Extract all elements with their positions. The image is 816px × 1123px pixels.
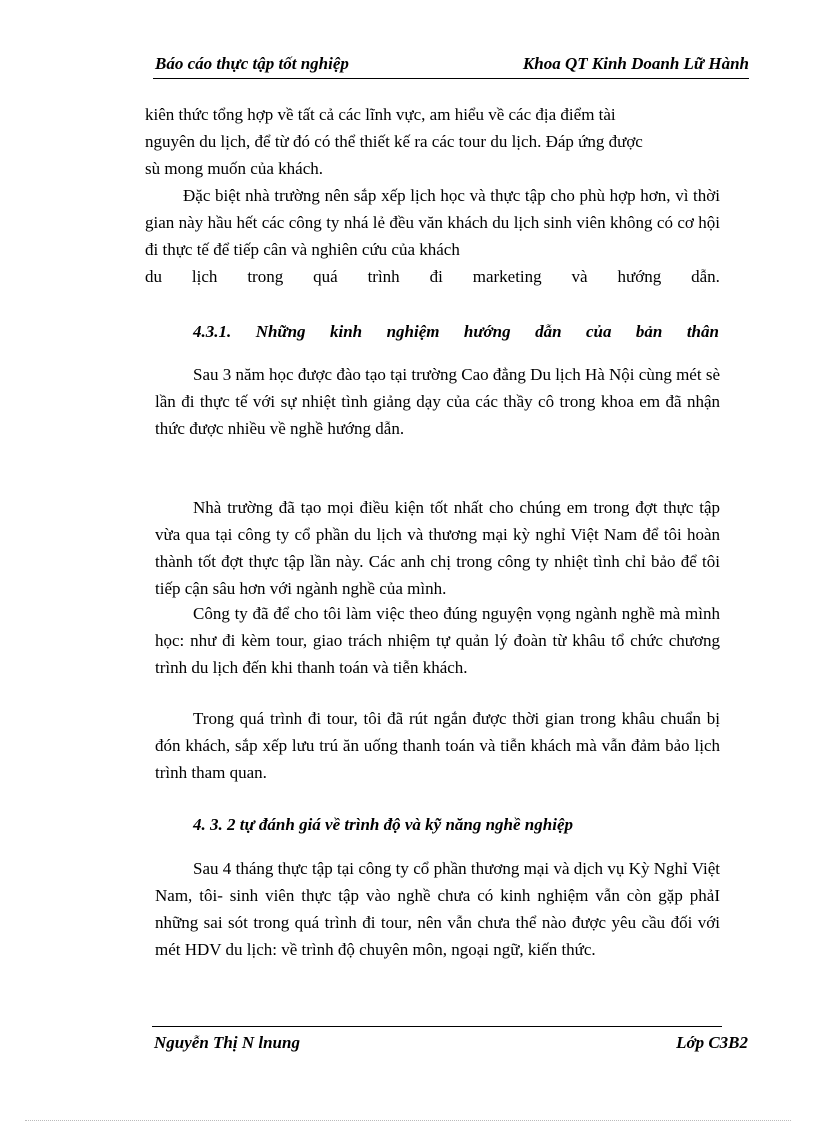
heading-4-3-1-word: Những xyxy=(255,322,306,341)
intro-paragraph-2: Đặc biệt nhà trường nên sắp xếp lịch học và thực tập cho phù hợp hơn, vì thời gian này hầu hết các công ty nhá lẻ đều văn khách du lịch sinh viên không có cơ hội đi thực tế để tiếp cân và nghiên cứu của khách xyxy=(145,186,720,259)
intro-block xyxy=(145,101,720,290)
intro-line-3: sù mong muốn của khách. xyxy=(145,159,323,178)
intro-last-line-word: du xyxy=(145,267,162,286)
footer-divider xyxy=(152,1026,722,1027)
heading-4-3-1-word: thân xyxy=(686,322,719,341)
intro-last-line-word: trong xyxy=(247,267,284,286)
section-heading-4-3-2: 4. 3. 2 tự đánh giá về trình độ và kỹ năng nghề nghiệp xyxy=(193,815,573,834)
heading-4-3-1-word: bản xyxy=(635,322,663,341)
intro-last-line-word: đi xyxy=(429,267,443,286)
intro-line-2: nguyên du lịch, để từ đó có thể thiết kế ra các tour du lịch. Đáp ứng được xyxy=(145,132,643,151)
heading-4-3-1-word: 4.3.1. xyxy=(193,322,232,341)
section2-paragraph-1: Sau 4 tháng thực tập tại công ty cổ phần thương mại và dịch vụ Kỳ Nghỉ Việt Nam, tôi- sinh viên thực tập vào nghề chưa có kinh nghiệm vẫn còn gặp phảI những sai sót trong quá trình đi tour, nên vẫn chưa thể nào được yêu cầu đối với mét HDV du lịch: về trình độ chuyên môn, ngoại ngữ, kiến thức. xyxy=(155,859,720,959)
intro-last-line xyxy=(145,263,720,290)
section1-paragraph-3: Công ty đã để cho tôi làm việc theo đúng nguyện vọng ngành nghề mà mình học: như đi kèm tour, giao trách nhiệm tự quản lý đoàn từ khâu tổ chức chương trình du lịch đến khi thanh toán và tiễn khách. xyxy=(155,604,720,677)
section1-paragraph-1: Sau 3 năm học được đào tạo tại trường Cao đẳng Du lịch Hà Nội cùng mét sè lần đi thực tế với sự nhiệt tình giảng dạy của các thầy cô trong khoa em đã nhận thức được nhiều về nghề hướng dẫn. xyxy=(155,365,720,438)
intro-last-line-word: hướng xyxy=(617,267,662,286)
section1-paragraph-2: Nhà trường đã tạo mọi điều kiện tốt nhất cho chúng em trong đợt thực tập vừa qua tại công ty cổ phần du lịch và thương mại kỳ nghỉ Việt Nam để tôi hoàn thành tốt đợt thực tập lần này. Các anh chị trong công ty nhiệt tình chỉ bảo để tôi tiếp cận sâu hơn với ngành nghề của mình. xyxy=(155,498,720,598)
heading-4-3-1-word: nghiệm xyxy=(386,322,440,341)
page-header xyxy=(153,52,749,79)
heading-4-3-1-word: dẫn xyxy=(535,322,562,341)
intro-last-line-word: marketing xyxy=(472,267,542,286)
section-heading-4-3-1 xyxy=(193,322,719,342)
intro-line-1: kiên thức tổng hợp về tất cả các lĩnh vực, am hiểu về các địa điểm tài xyxy=(145,105,616,124)
intro-last-line-word: và xyxy=(571,267,588,286)
heading-4-3-1-word: hướng xyxy=(463,322,511,341)
page-bottom-border xyxy=(25,1120,791,1121)
intro-last-line-word: lịch xyxy=(191,267,218,286)
header-report-title: Báo cáo thực tập tốt nghiệp xyxy=(155,54,349,73)
header-faculty: Khoa QT Kinh Doanh Lữ Hành xyxy=(522,54,749,73)
footer-author: Nguyễn Thị N lnung xyxy=(154,1033,300,1052)
heading-4-3-1-word: của xyxy=(585,322,612,341)
heading-4-3-1-word: kinh xyxy=(330,322,363,341)
intro-last-line-word: dẫn. xyxy=(691,267,720,286)
intro-last-line-word: trình xyxy=(367,267,400,286)
section1-paragraph-4: Trong quá trình đi tour, tôi đã rút ngắn được thời gian trong khâu chuẩn bị đón khách, sắp xếp lưu trú ăn uống thanh toán và tiễn khách mà vẫn đảm bảo lịch trình tham quan. xyxy=(155,709,720,782)
footer-class: Lớp C3B2 xyxy=(676,1033,748,1052)
intro-last-line-word: quá xyxy=(313,267,338,286)
